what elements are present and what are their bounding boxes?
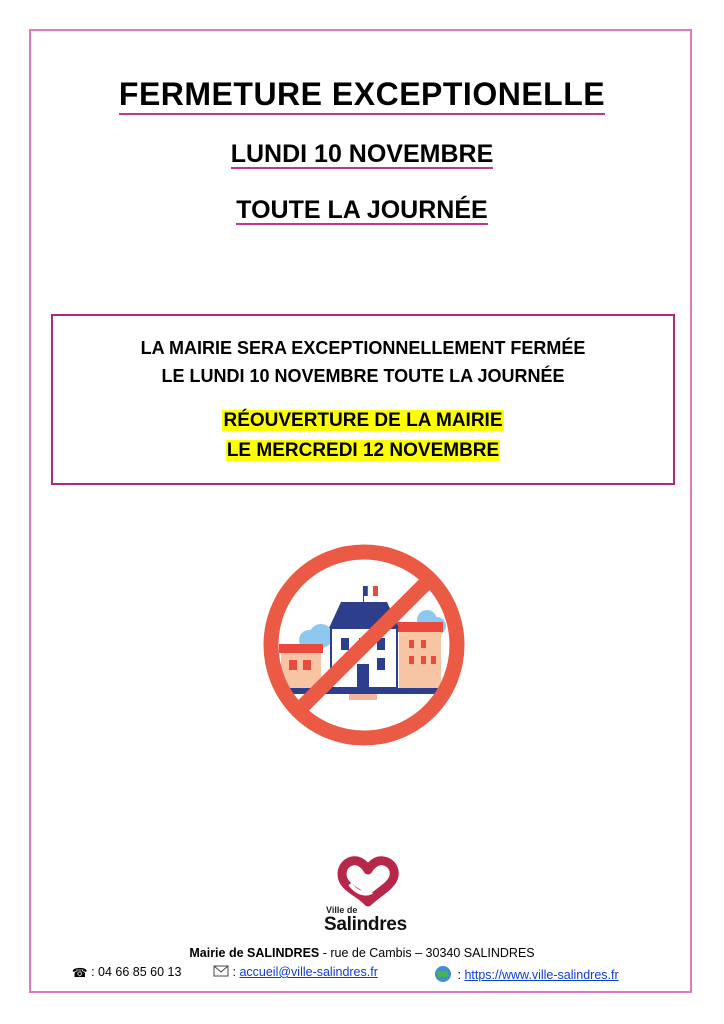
- website-link[interactable]: https://www.ville-salindres.fr: [464, 967, 619, 982]
- globe-icon: [432, 965, 454, 986]
- logo-small-text: Ville de: [326, 905, 358, 915]
- telephone-icon: ☎: [72, 966, 88, 981]
- footer-website: [432, 965, 619, 986]
- logo-name-text: Salindres: [324, 914, 407, 935]
- notice-box: [51, 314, 675, 485]
- footer-org: Mairie de SALINDRES: [189, 946, 320, 960]
- footer-email-prefix: :: [232, 965, 240, 979]
- footer-phone: [72, 965, 181, 980]
- mail-icon: [213, 965, 229, 980]
- date-title: [0, 140, 724, 169]
- page-frame: [29, 29, 692, 993]
- prohibition-sign-icon: [259, 540, 469, 750]
- footer-address-line: [0, 946, 724, 960]
- email-link[interactable]: accueil@ville-salindres.fr: [239, 965, 378, 979]
- reopening-line-1-text: RÉOUVERTURE DE LA MAIRIE: [223, 410, 503, 431]
- reopening-line-2: [53, 440, 673, 462]
- reopening-line-2-text: LE MERCREDI 12 NOVEMBRE: [226, 440, 500, 461]
- notice-line-2: LE LUNDI 10 NOVEMBRE TOUTE LA JOURNÉE: [161, 366, 565, 386]
- notice-line-1: LA MAIRIE SERA EXCEPTIONNELLEMENT FERMÉE: [140, 338, 586, 358]
- reopening-line-1: [53, 410, 673, 432]
- footer-phone-text: : 04 66 85 60 13: [91, 965, 182, 979]
- duration-title-text: TOUTE LA JOURNÉE: [236, 196, 488, 224]
- main-title-text: FERMETURE EXCEPTIONELLE: [119, 78, 605, 115]
- date-title-text: LUNDI 10 NOVEMBRE: [230, 140, 494, 168]
- footer-email: [213, 965, 378, 980]
- footer-web-prefix: :: [457, 967, 465, 982]
- footer-address: - rue de Cambis – 30340 SALINDRES: [319, 946, 535, 960]
- main-title: [0, 76, 724, 115]
- duration-title: [0, 196, 724, 225]
